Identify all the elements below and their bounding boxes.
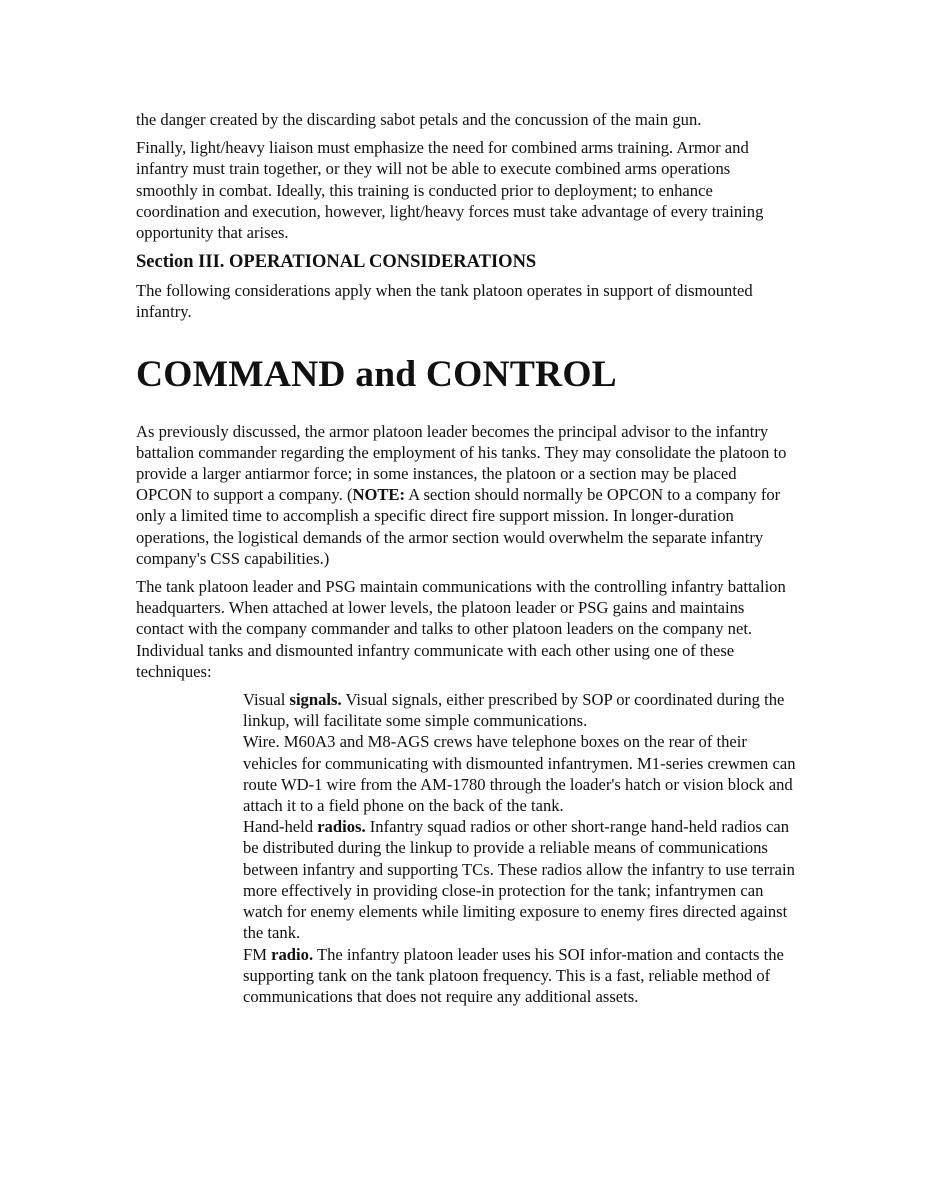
fm-text: The infantry platoon leader uses his SOI infor-mation and contacts the supporting tank on the tank platoon frequency. This is a fast, reliable method of communications that does not require any additional assets.	[243, 944, 784, 1006]
fm-bold-term: radio.	[271, 944, 314, 964]
technique-handheld-radios	[243, 816, 796, 943]
note-label: NOTE:	[352, 485, 406, 505]
command-text-before-note: As previously discussed, the armor platoon leader becomes the principal advisor to the infantry battalion commander regarding the employment of his tanks. They may consolidate the platoon to provide a larger antiarmor force; in some instances, the platoon or a section may be placed OPCON to support a company. (	[136, 421, 787, 505]
section-heading: Section III. OPERATIONAL CONSIDERATIONS	[136, 252, 537, 273]
visual-text: Visual signals, either prescribed by SOP or coordinated during the linkup, will facilitate some simple communications.	[243, 690, 785, 731]
section-intro-paragraph: The following considerations apply when the tank platoon operates in support of dismounted infantry.	[136, 281, 753, 322]
paragraph-sabot-danger: the danger created by the discarding sabot petals and the concussion of the main gun.	[136, 110, 702, 129]
document-page	[136, 109, 796, 1007]
fm-prefix: FM	[243, 944, 272, 964]
technique-visual-signals	[243, 689, 796, 731]
technique-fm-radio	[243, 944, 796, 1008]
visual-prefix: Visual	[243, 690, 290, 710]
handheld-text: Infantry squad radios or other short-range hand-held radios can be distributed during the linkup to provide a reliable means of communications between infantry and supporting TCs. These radios allow the infantry to use terrain more effectively in providing close-in protection for the tank; infantrymen can watch for enemy elements while limiting exposure to enemy fires directed against the tank.	[243, 817, 795, 943]
techniques-list	[243, 689, 796, 1007]
handheld-prefix: Hand-held	[243, 817, 318, 837]
page-title: COMMAND and CONTROL	[136, 353, 617, 395]
paragraph-communications: The tank platoon leader and PSG maintain communications with the controlling infantry battalion headquarters. When attached at lower levels, the platoon leader or PSG gains and maintains contact with the company commander and talks to other platoon leaders on the company net. Individual tanks and dismounted infantry communicate with each other using one of these techniques:	[136, 577, 786, 681]
visual-bold-term: signals.	[289, 690, 342, 710]
paragraph-platoon-leader-advisor	[136, 421, 796, 569]
paragraph-combined-arms-training: Finally, light/heavy liaison must emphasize the need for combined arms training. Armor and infantry must train together, or they will not be able to execute combined arms operations smoothly in combat. Ideally, this training is conducted prior to deployment; to enhance coordination and execution, however, light/heavy forces must take advantage of every training opportunity that arises.	[136, 138, 764, 243]
handheld-bold-term: radios.	[317, 817, 366, 837]
technique-wire: Wire. M60A3 and M8-AGS crews have telephone boxes on the rear of their vehicles for communicating with dismounted infantrymen. M1-series crewmen can route WD-1 wire from the AM-1780 through the loader's hatch or vision block and attach it to a field phone on the back of the tank.	[243, 732, 796, 816]
command-text-after-note: A section should normally be OPCON to a company for only a limited time to accomplish a specific direct fire support mission. In longer-duration operations, the logistical demands of the armor section would overwhelm the separate infantry company's CSS capabilities.)	[136, 485, 781, 568]
